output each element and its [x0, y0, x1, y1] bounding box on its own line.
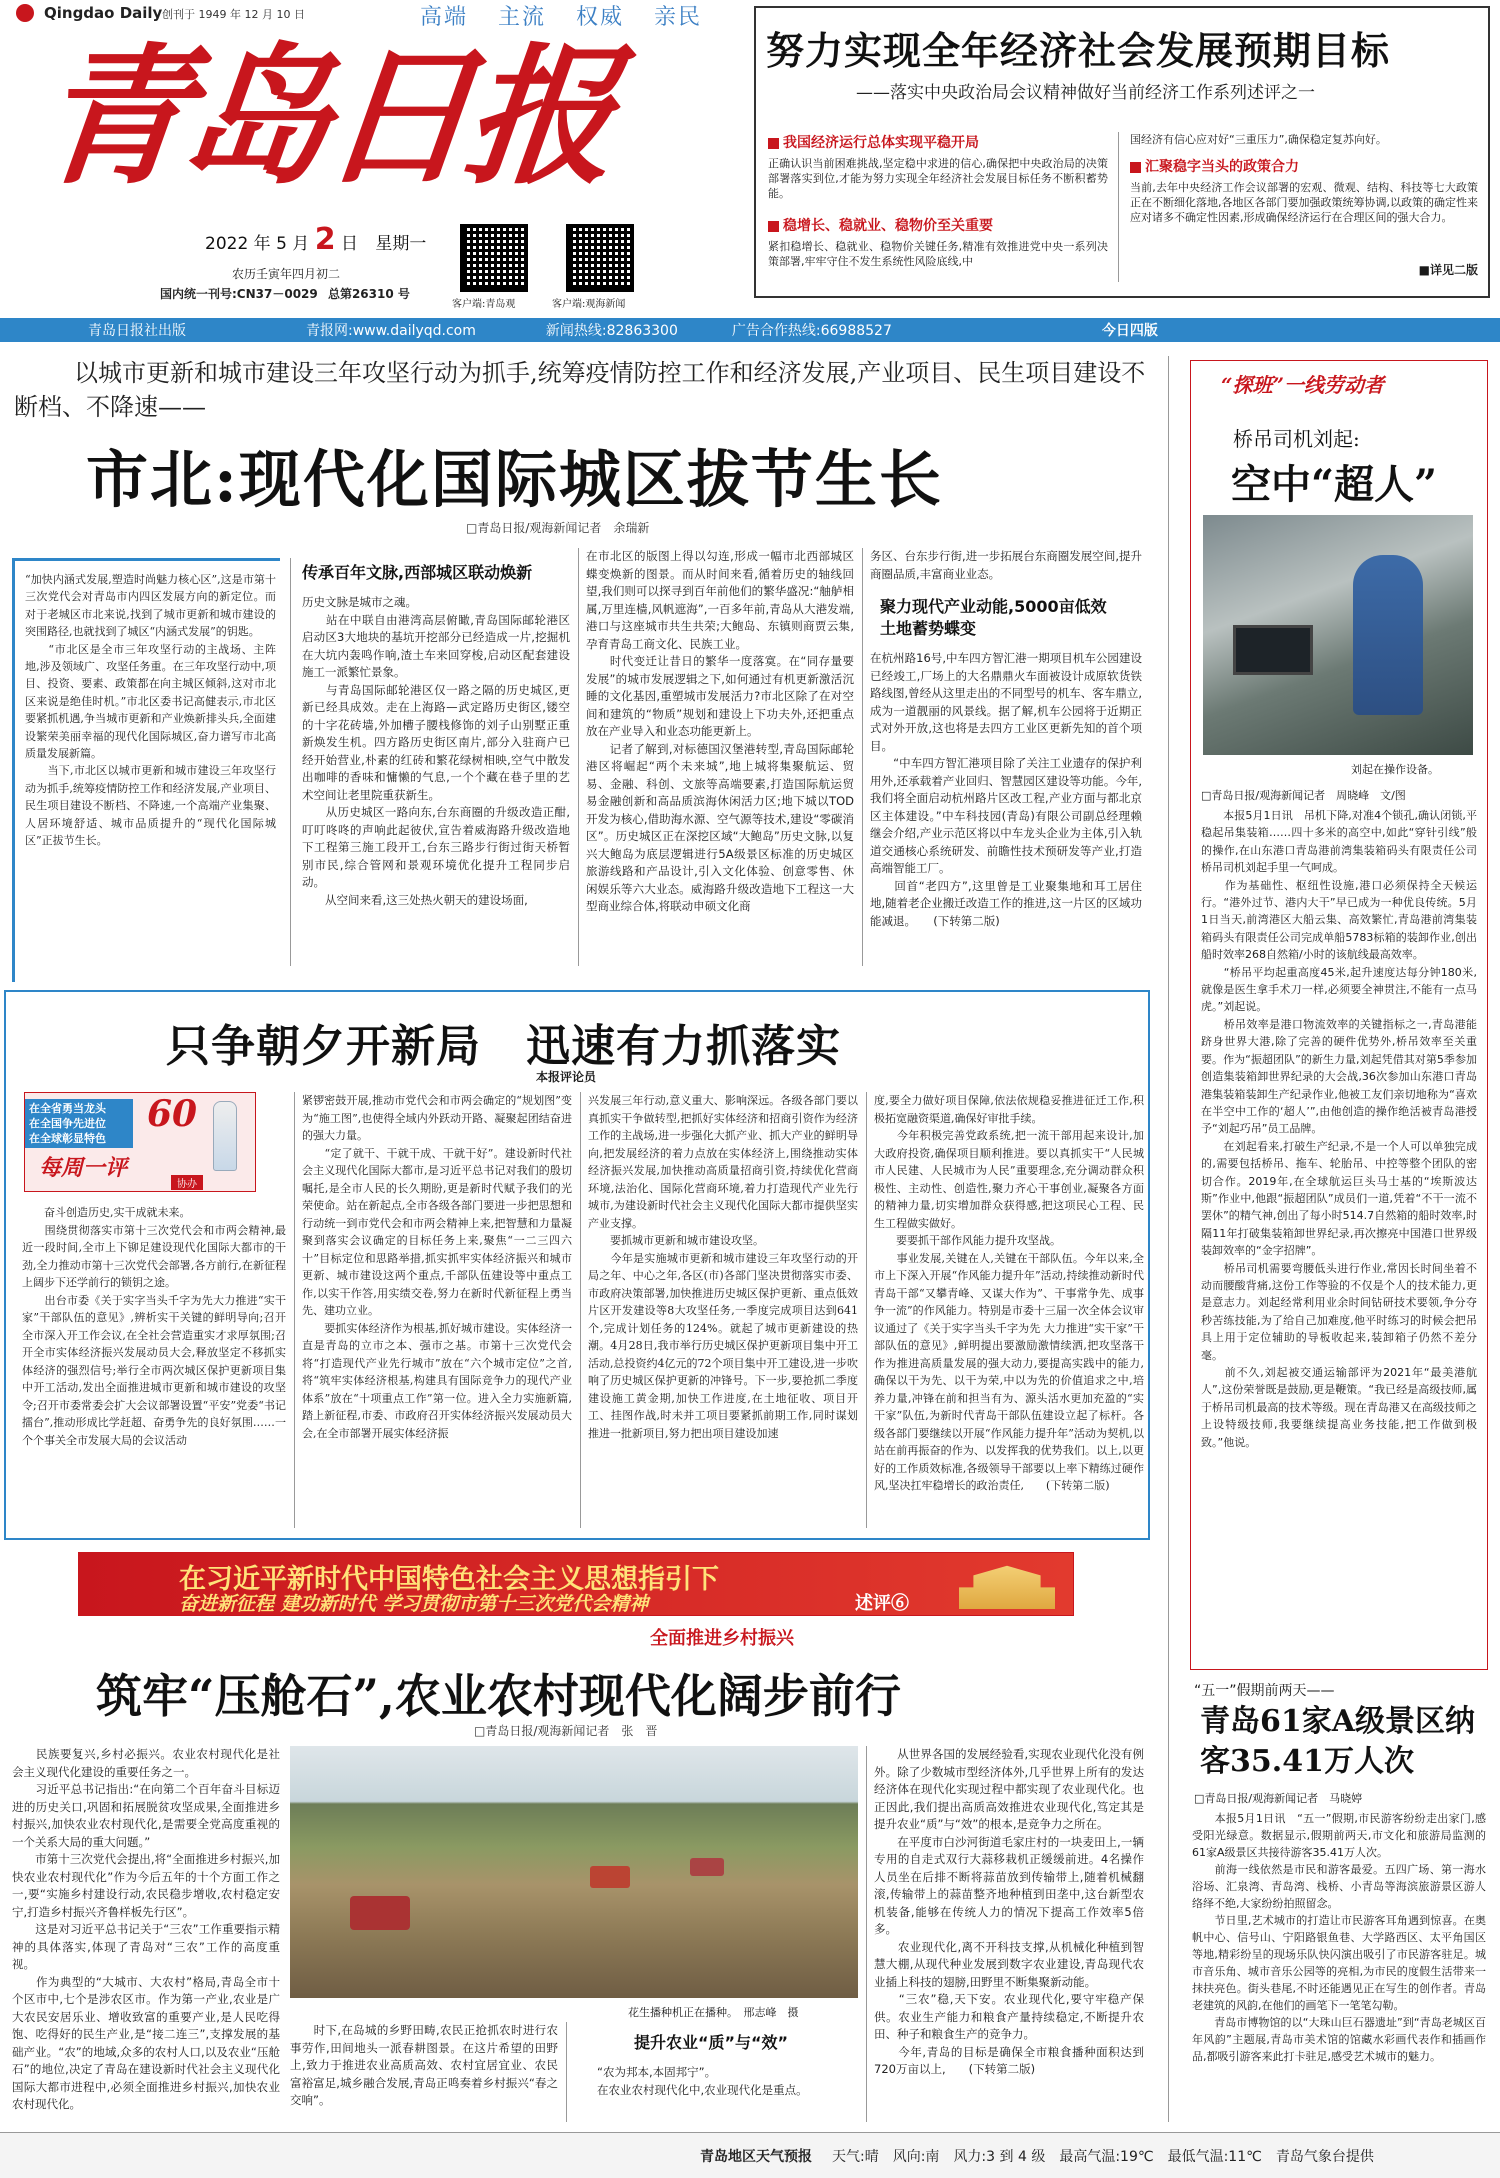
top-story-col-2: [1130, 132, 1478, 278]
lunar-date: 农历壬寅年四月初二: [232, 267, 341, 281]
editorial-col-2: 紧锣密鼓开展,推动市党代会和市两会确定的“规划图”变为“施工图”,也使得全域内外跃动开路、凝聚起团结奋进的强大力量。 “定了就干、干就干成、干就干好”。建设新时代社会主义现代化国际大都市,是习近平总书记对我们的殷切嘱托,是全市人民的长久期盼,更是新时代赋予我们的光荣使命。站在新起点,全市各级各部门要进一步把思想和行动统一到市党代会和市两会精神上来,把智慧和力量凝聚到落实会议确定的目标任务上来,聚焦“一二三四六十”目标定位和思路举措,抓实抓牢实体经济振兴和城市更新、城市建设这两个重点,千部队伍建设等中重点工作,以实干作答,用实绩交卷,努力在新时代新征程上勇当先、建功立业。 要抓实体经济作为根基,抓好城市建设。实体经济一直是青岛的立市之本、强市之基。市第十三次党代会将“打造现代产业先行城市”放在“六个城市定位”之首,将“筑牢实体经济根基,构建具有国际竞争力的现代产业体系”放在“十项重点工作”第一位。进入全力实施新篇,踏上新征程,市委、市政府召开实体经济振兴发展动员大会,在全市部署开展实体经济振: [302, 1094, 572, 1440]
tourism-title: 青岛61家A级景区纳客35.41万人次: [1200, 1704, 1476, 1779]
feature-text: 本报5月1日讯 吊机下降,对准4个锁孔,确认闭锁,平稳起吊集装箱……四十多米的高空中,如此“穿针引线”般的操作,在山东港口青岛港前湾集装箱码头有限责任公司桥吊司机刘起手里一气呵成。 作为基础性、枢纽性设施,港口必须保持全天候运行。“港外过节、港内大干”早已成为一种优良传统。5月1日当天,前湾港区大船云集、高效繁忙,青岛港前湾集装箱码头有限责任公司完成单船5783标箱的装卸作业,创出船时效率268自然箱/小时的该航线最高效率。 “桥吊平均起重高度45米,起升速度达每分钟180米,就像是医生拿手术刀一样,必须要全神贯注,不能有一点马虎。”刘起说。 桥吊效率是港口物流效率的关键指标之一,青岛港能跻身世界大港,除了完善的硬件优势外,桥吊效率至关重要。作为“振超团队”的新生力量,刘起凭借其对第5季参加创造集装箱卸世界纪录的大会战,36次参加山东港口青岛港集装箱装卸生产纪录作业,他被工友们亲切地称为“喜欢在半空中工作的‘超人’”,由他创造的操作绝活被青岛港授予“刘起巧吊”员工品牌。 在刘起看来,打破生产纪录,不是一个人可以单独完成的,需要包括桥吊、拖车、轮胎吊、中控等整个团队的密切合作。2019年,在全球航运巨头马士基的“埃斯波达斯”作业中,他跟“振超团队”成员们一道,凭着“不干一流不罢休”的精气神,创出了每小时514.7自然箱的船时效率,时隔11年打破集装箱卸世界纪录,再次擦亮中国港口世界级装卸效率的“金字招牌”。 桥吊司机需要弯腰低头进行作业,常因长时间坐着不动而腰酸背痛,这份工作等验的不仅是个人的技术能力,更是意志力。刘起经常利用业余时间钻研技术要领,争分夺秒苦练技能,为了给自己加难度,他平时练习的时候会把吊具上用于定位辅助的导板收起来,装卸箱子仍然不差分毫。 前不久,刘起被交通运输部评为2021年“最美港航人”,这份荣誉既是鼓励,更是鞭策。“我已经是高级技师,属于桥吊司机最高的技术等级。现在青岛港又在高级技师之上设特级技师,我要继续提高业务技能,把工作做到极致。”他说。: [1201, 809, 1477, 1449]
weather-source: 青岛气象台提供: [1275, 2148, 1374, 2165]
top-story-subtitle: ——落实中央政治局会议精神做好当前经济工作系列述评之一: [856, 83, 1315, 103]
masthead-founded: 创刊于 1949 年 12 月 10 日: [162, 8, 305, 21]
weather-condition: 天气:晴: [832, 2148, 879, 2165]
tourism-text: 本报5月1日讯 “五一”假期,市民游客纷纷走出家门,感受阳光绿意。数据显示,假期前两天,市文化和旅游局监测的61家A级景区共接待游客35.41万人次。 前海一线依然是市民和游客最爱。五四广场、第一海水浴场、汇泉湾、青岛湾、栈桥、小青岛等海滨旅游景区游人络绎不绝,大家纷纷拍照留念。 节日里,艺术城市的打造让市民游客耳角遇到惊喜。在奥帆中心、信号山、宁阳路银鱼巷、大学路西区、太平角国区等地,精彩纷呈的现场乐队快闪演出吸引了市民游客驻足。城市音乐角、城市音乐公园等的亮相,为市民的度假生活带来一抹扶亮色。街头巷尾,不时还能遇见正在写生的创作者。青岛老建筑的风韵,在他们的画笔下一笔笔勾勒。 青岛市博物馆的以“大珠山巨石器遗址”到“青岛老城区百年风韵”主题展,青岛市美术馆的馆藏水彩画代表作和插画作品,都吸引游客来此打卡驻足,感受艺术城市的魅力。: [1192, 1812, 1486, 2063]
weather-label: 青岛地区天气预报: [700, 2148, 812, 2165]
editorial-box: [4, 990, 1150, 1540]
lead-byline: □青岛日报/观海新闻记者 余瑞新: [466, 521, 650, 535]
worker-figure: [1353, 555, 1423, 715]
weather-bar: [0, 2132, 1500, 2178]
temp-high: 最高气温:19℃: [1059, 2148, 1154, 2165]
slogan-2: 主流: [498, 5, 547, 30]
badge-label: 每周一评: [39, 1155, 128, 1181]
badge-tag: 协办: [171, 1175, 203, 1190]
section-heading-1: 我国经济运行总体实现平稳开局: [768, 132, 1108, 152]
top-story-box: [754, 6, 1490, 298]
agri-photo-caption: 花生播种机正在播种。 邢志峰 摄: [628, 2006, 799, 2019]
agri-title: 筑牢“压舱石”,农业农村现代化阔步前行: [96, 1669, 901, 1723]
banner-line-1: 在习近平新时代中国特色社会主义思想指引下: [179, 1564, 719, 1595]
feature-headline: 空中“超人”: [1231, 461, 1438, 508]
lead-kicker: 以城市更新和城市建设三年攻坚行动为抓手,统筹疫情防控工作和经济发展,产业项目、民生项目建设不断档、不降速——: [14, 359, 1146, 421]
badge-lines: [25, 1099, 133, 1148]
tourism-kicker: “五一”假期前两天——: [1194, 1683, 1335, 1699]
slogan-4: 亲民: [654, 5, 703, 30]
badge-line-2: 在全国争先进位: [29, 1117, 106, 1130]
issn: 国内统一刊号:CN37－0029: [160, 287, 318, 301]
page-count: 今日四版: [1101, 323, 1158, 339]
lead-title: 市北:现代化国际城区拔节生长: [86, 443, 943, 516]
column-title: “探班”一线劳动者: [1221, 373, 1385, 397]
lead-col-2: 在市北区的版图上得以勾连,形成一幅市北西部城区蝶变焕新的图景。而从时间来看,循着历史的轴线回望,我们则可以探寻到百年前他们的繁华盛况:“舳舻相属,万里连樯,风帆遮海”,一百多年前,青岛从大港发端,港口与这座城市共生共荣;大鲍岛、东镇则商贾云集,孕育青岛工商文化、民族工业。 时代变迁让昔日的繁华一度落寞。在“同存量要发展”的城市发展逻辑之下,如何通过有机更新激活沉睡的文化基因,重塑城市发展活力?市北区除了在对空间和建筑的“物质”规划和建设上下功夫外,还把重点放在产业导入和业态功能更新上。 记者了解到,对标德国汉堡港转型,青岛国际邮轮港区将崛起“两个未来城”,地上城将集聚航运、贸易、金融、科创、文旅等高端要素,打造国际航运贸易金融创新和高品质滨海休闲活力区;地下城以TOD开发为核心,借助海水源、空气源等技术,建设“零碳消区”。历史城区正在深挖区域“大鲍岛”历史文脉,以复兴大鲍岛为底层逻辑进行5A级景区标准的历史城区旅游线路和产品设计,引入文化体验、创意零售、休闲娱乐等六大业态。威海路升级改造地下工程这一大型商业综合体,将联动申硕文化商: [586, 549, 854, 913]
wind-force: 风力:3 到 4 级: [953, 2148, 1046, 2165]
lead-col-3: [870, 548, 1142, 968]
agri-col-3: 从世界各国的发展经验看,实现农业现代化没有例外。除了少数城市型经济体外,几乎世界上所有的发达经济体在现代化实现过程中都实现了农业现代化。也正因此,我们提出高质高效推进农业现代化,笃定其是提升农业“质”与“效”的根本,是竞争力之所在。 在平度市白沙河街道毛家庄村的一块麦田上,一辆专用的自走式双行大蒜移栽机正缓缓前进。4名操作人员坐在后排不断将蒜苗放到传输带上,随着机械翻滚,传输带上的蒜苗整齐地种植到田垄中,这台新型农机装备,能够在传统人力的情况下提高工作效率5倍多。 农业现代化,离不开科技支撑,从机械化种植到智慧大棚,从现代种业发展到数字农业建设,青岛现代农业插上科技的翅膀,田野里不断集聚新动能。 “三农”稳,天下安。农业现代化,要守牢稳产保供。农业生产能力和粮食产量持续稳定,不断提升农田、种子和粮食生产的竞争力。 今年,青岛的目标是确保全市粮食播种面积达到720万亩以上, (下转第二版): [874, 1747, 1144, 2076]
lead-rule-3: [862, 548, 863, 966]
console-screen: [1233, 625, 1313, 675]
newspaper-logo: 青岛日报: [30, 29, 618, 205]
tractor-icon-3: [690, 1858, 724, 1876]
feature-photo: [1203, 515, 1473, 755]
date-text: 2022 年 5 月: [205, 234, 310, 254]
see-more-link[interactable]: ■详见二版: [1418, 263, 1478, 277]
lead-quote: “加快内涵式发展,塑造时尚魅力核心区”,这是市第十三次党代会对青岛市内四区发展方向的新定位。而对于老城区市北来说,找到了城市更新和城市建设的突围路径,也就找到了城区“内涵式发展”的钥匙。 “市北区是全市三年攻坚行动的主战场、主阵地,涉及领域广、攻坚任务重。在三年攻坚行动中,项目、投资、要素、政策都在向主城区倾斜,这对市北区来说是绝佳时机。”市北区委书记高健表示,市北区要紧抓机遇,争当城市更新和产业焕新排头兵,全面建设繁荣美丽幸福的现代化国际城区,奋力谱写市北高质量发展新篇。 当下,市北区以城市更新和城市建设三年攻坚行动为抓手,统筹疫情防控工作和经济发展,产业项目、民生项目建设不断档、不降速,一个高端产业集聚、人居环境舒适、城市品质提升的“现代化国际城区”正拔节生长。: [25, 573, 276, 848]
tourism-byline: □青岛日报/观海新闻记者 马晓婷: [1194, 1792, 1363, 1805]
section-text-3: 当前,去年中央经济工作会议部署的宏观、微观、结构、科技等七大政策正在不断细化落地,各地区各部门要加强政策统筹协调,以政策的确定性来应对诸多不确定性因素,形成确保经济运行在合理区间的强大合力。: [1130, 181, 1478, 224]
agri-col-2: 时下,在岛城的乡野田畴,农民正抢抓农时进行农事劳作,田间地头一派春耕图景。在这片希望的田野上,致力于推进农业高质高效、农村宜居宜业、农民富裕富足,城乡融合发展,青岛正鸣奏着乡村振兴“春之交响”。: [290, 2023, 558, 2107]
qr-caption-2: 客户端:观海新闻: [552, 299, 626, 310]
info-bar: [0, 318, 1500, 342]
agri-col-1: 民族要复兴,乡村必振兴。农业农村现代化是社会主义现代化建设的重要任务之一。 习近平总书记指出:“在向第二个百年奋斗目标迈进的历史关口,巩固和拓展脱贫攻坚成果,全面推进乡村振兴,加快农业农村现代化,是需要全党高度重视的一个关系大局的重大问题。” 市第十三次党代会提出,将“全面推进乡村振兴,加快农业农村现代化”作为今后五年的十个方面工作之一,要“实施乡村建设行动,农民稳步增收,农村稳定安宁,打造乡村振兴齐鲁样板先行区”。 这是对习近平总书记关于“三农”工作重要指示精神的具体落实,体现了青岛对“三农”工作的高度重视。 作为典型的“大城市、大农村”格局,青岛全市十个区市中,七个是涉农区市。作为第一产业,农业是广大农民安居乐业、增收致富的重要产业,是人民吃得饱、吃得好的民生产业,是“接二连三”,支撑发展的基础产业。“农”的地域,众多的农村人口,以及农业“压舱石”的地位,决定了青岛在建设新时代社会主义现代化国际大都市进程中,必须全面推进乡村振兴,加快农业农村现代化。: [12, 1747, 280, 2111]
editorial-col-1: 奋斗创造历史,实干成就未来。 围绕贯彻落实市第十三次党代会和市两会精神,最近一段时间,全市上下铆足建设现代化国际大都市的干劲,全力推动市第十三次党代会部署,各方前行,在新征程上阔步下还学前行的锁钥之途。 出台市委《关于实字当头千字为先大力推进“实干家”干部队伍的意见》,辨析实干关键的鲜明导向;召开全市深入开工作会议,在全社会营造重实才求厚氛围;召开全市实体经济振兴发展动员大会,释放坚定不移抓实体经济的强烈信号;举行全市两次城区保护更新项目集中开工活动,发出全面推进城市更新和城市建设的攻坚令;召开市委常委会扩大会议部署设置“平安”党委“书记擂台”,推动形成比学赶超、奋勇争先的良好氛围……一个个事关全市发展大局的会议活动: [22, 1206, 286, 1447]
lead-quote-box: [12, 558, 280, 982]
date-day-suffix: 日: [340, 234, 358, 254]
news-hotline: 新闻热线:82863300: [545, 323, 678, 339]
banner-building-icon: [959, 1561, 1055, 1609]
editorial-author: 本报评论员: [536, 1070, 597, 1084]
masthead-logo-mark: [16, 4, 34, 22]
section-text-2: 紧扣稳增长、稳就业、稳物价关键任务,精准有效推进党中央一系列决策部署,牢牢守住不发生系统性风险底线,中: [768, 240, 1108, 268]
banner-line-2: 奋进新征程 建功新时代 学习贯彻市第十三次党代会精神: [179, 1593, 649, 1615]
weekday: 星期一: [375, 234, 427, 254]
slogan-1: 高端: [420, 5, 469, 30]
editorial-title: 只争朝夕开新局 迅速有力抓落实: [166, 1021, 841, 1072]
qr-code-1: [460, 224, 528, 292]
lead-rule-1: [290, 558, 291, 966]
tractor-icon-1: [350, 1896, 410, 1930]
qr-caption-1: 客户端:青岛观: [452, 299, 516, 310]
editorial-rule-3: [866, 1092, 867, 1528]
section-heading-3: 汇聚稳字当头的政策合力: [1130, 156, 1478, 176]
lead-rule-2: [578, 548, 579, 966]
badge-bottle-icon: [213, 1101, 237, 1171]
editorial-col-3: 兴发展三年行动,意义重大、影响深远。各级各部门要以真抓实干争做转型,把抓好实体经济和招商引资作为经济工作的主战场,进一步强化大抓产业、抓大产业的鲜明导向,把发展经济的着力点放在实体经济上,围绕推动实体经济振兴发展,加快推动高质量招商引资,持续优化营商环境,法治化、国际化营商环境,着力打造现代产业先行城市,为建设新时代社会主义现代化国际大都市提供坚实产业支撑。 要抓城市更新和城市建设攻坚。 今年是实施城市更新和城市建设三年攻坚行动的开局之年、中心之年,各区(市)各部门坚决贯彻落实市委、市政府决策部署,加快推进历史城区保护更新、重点低效片区开发建设等8大攻坚任务,一季度完成项目达到641个,完成计划任务的124%。就起了城市更新建设的热潮。4月28日,我市举行历史城区保护更新项目集中开工活动,总投资约4亿元的72个项目集中开工建设,进一步吹响了历史城区保护更新的冲锋号。下一步,要抢抓二季度建设施工黄金期,加快工作进度,在土地征收、项目开工、挂图作战,时未并工项目要紧抓前期工作,同时谋划推进一批新项目,努力把出项目建设加速: [588, 1094, 858, 1440]
badge-line-3: 在全球彰显特色: [29, 1132, 106, 1145]
issn-line: [160, 285, 410, 302]
editorial-rule-1: [294, 1092, 295, 1528]
masthead-en-name: Qingdao Daily: [44, 4, 163, 22]
editorial-rule-2: [580, 1092, 581, 1528]
lead-col-3a: 务区、台东步行街,进一步拓展台东商圈发展空间,提升商圈品质,丰富商业业态。: [870, 549, 1142, 581]
lead-col-3b: 在杭州路16号,中车四方智汇港一期项目机车公园建设已经竣工,厂场上的大名鼎鼎火车面被设计成原软货铁路线图,曾经从这里走出的不同型号的机车、客车鼎立,成为一道靓丽的风景线。据了解,机车公园将于近期正式对外开放,这也将是去四方工业区更新先知的首个项目。 “中车四方智汇港项目除了关注工业遗存的保护利用外,还承载着产业回归、智慧园区建设等功能。今年,我们将全面启动杭州路片区改工程,产业方面与都北京区主体建设。”中车科技园(青岛)有限公司副总经理赖继会介绍,产业示范区将以中车龙头企业为主体,引入轨道交通核心系统研发、前瞻性技术预研发等产业,打造高端智能工厂。 回首“老四方”,这里曾是工业聚集地和耳工居住地,随着老企业搬迁改造工作的推进,这一片区的区域功能减退。 (下转第二版): [870, 651, 1142, 928]
tourism-box: [1186, 1674, 1492, 2122]
top-story-col-1: [768, 132, 1108, 269]
weekly-review-badge: [24, 1092, 256, 1192]
lead-col-1: 历史文脉是城市之魂。 站在中联自由港湾高层俯瞰,青岛国际邮轮港区启动区3大地块的基坑开挖部分已经造成一片,挖掘机在大坑内轰鸣作响,渣土车来回穿梭,启动区配套建设施工一派繁忙景象。 与青岛国际邮轮港区仅一路之隔的历史城区,更新已经具成效。走在上海路—武定路历史街区,镂空的十字花砖墙,外加槽子腰栈修饰的刘子山别墅正重新焕发生机。四方路历史街区南片,部分入驻商户已经开始营业,朴素的红砖和繁花绿树相映,空气中散发出咖啡的香味和慵懒的气息,一个个藏在巷子里的艺术空间让老里院重获新生。 从历史城区一路向东,台东商圈的升级改造正酣,叮叮咚咚的声响此起彼伏,宣告着威海路升级改造地下工程第三施工段开工,台东三路步行街过街天桥暂别市民,综合管网和景观环境优化提升工程同步启动。 从空间来看,这三处热火朝天的建设场面,: [302, 595, 570, 907]
website[interactable]: 青报网:www.dailyqd.com: [306, 323, 476, 339]
masthead-slogans: [420, 0, 702, 31]
badge-years: 60: [147, 1093, 198, 1135]
issue-number: 总第26310 号: [327, 287, 410, 301]
theme-banner: [78, 1552, 1074, 1616]
feature-byline: □青岛日报/观海新闻记者 周晓峰 文/图: [1201, 789, 1406, 802]
agri-col-2b-text: “农为邦本,本固邦宁”。 在农业农村现代化中,农业现代化是重点。: [596, 2065, 808, 2097]
qr-code-2: [566, 224, 634, 292]
agri-rule-2: [866, 1746, 867, 2122]
right-feature-box: [1190, 360, 1488, 1670]
banner-sub: 全面推进乡村振兴: [650, 1628, 794, 1649]
agri-subhead: 提升农业“质”与“效”: [634, 2033, 789, 2052]
agri-rule-1: [566, 2022, 567, 2122]
lead-subhead-2: 聚力现代产业动能,5000亩低效土地蓄势蝶变: [880, 597, 1107, 638]
editorial-col-4: 度,要全力做好项目保障,依法依规稳妥推进征迁工作,积极拓宽融资渠道,确保好审批手续。 今年积极完善党政系统,把一流干部用起来设计,加大政府投资,确保项目顺利推进。要以真抓实干“人民城市人民建、人民城市为人民”重要理念,充分调动群众积极性、主动性、创造性,聚力齐心干事创业,凝聚各方面的精神力量,切实增加群众获得感,把这项民心工程、民生工程做实做好。 要要抓干部作风能力提升攻坚战。 事业发展,关键在人,关键在干部队伍。今年以来,全市上下深入开展“作风能力提升年”活动,持续推动新时代青岛干部“又攀青峰、又谋大作为”、干事常争先、成事争一流”的作风能力。特别是市委十三届一次全体会议审议通过了《关于实字当头千字为先 大力推进“实干家”干部队伍的意见》,鲜明提出要激励激情续洒,把攻坚落干作为推进高质量发展的强大动力,要提高实践中的能力,确保以干为先、以干为荣,中以为先的价值追求之中,培养力量,冲锋在前和担当有为、源头活水更加充盈的“实干家”队伍,为新时代青岛干部队伍建设立起了标杆。各级各部门要继续以开展“作风能力提升年”活动为契机,以站在前再振奋的作为、以发挥我的优势我们。以上,以更好的工作质效标准,各级领导干部要以上率下精练过硬作风,坚决扛牢稳增长的政治责任, (下转第二版): [874, 1094, 1144, 1492]
agri-byline: □青岛日报/观海新闻记者 张 晋: [474, 1724, 658, 1738]
section-heading-2: 稳增长、稳就业、稳物价至关重要: [768, 215, 1108, 235]
slogan-3: 权威: [576, 5, 625, 30]
section-text-1: 正确认识当前困难挑战,坚定稳中求进的信心,确保把中央政治局的决策部署落实到位,才能为努力实现全年经济社会发展目标任务不断积蓄势能。: [768, 157, 1108, 200]
feature-name-line: 桥吊司机刘起:: [1233, 427, 1360, 451]
top-story-intro: 国经济有信心应对好“三重压力”,确保稳定复苏向好。: [1130, 133, 1387, 146]
date-day: 2: [314, 222, 336, 257]
masthead-date: [205, 222, 426, 257]
right-col-rule: [1168, 356, 1169, 2122]
agri-col-2b: [574, 2022, 856, 2122]
feature-photo-caption: 刘起在操作设备。: [1351, 763, 1439, 776]
banner-tag: 述评⑥: [855, 1593, 909, 1614]
top-story-divider: [1118, 132, 1119, 282]
wind-direction: 风向:南: [892, 2148, 940, 2165]
badge-line-1: 在全省勇当龙头: [29, 1102, 106, 1115]
temp-low: 最低气温:11℃: [1167, 2148, 1262, 2165]
top-story-title: 努力实现全年经济社会发展预期目标: [766, 28, 1391, 73]
ad-hotline: 广告合作热线:66988527: [731, 323, 892, 339]
publisher: 青岛日报社出版: [88, 323, 186, 339]
tractor-icon-2: [590, 1866, 630, 1888]
lead-subhead-1: 传承百年文脉,西部城区联动焕新: [302, 563, 533, 582]
agri-photo: [290, 1746, 858, 1998]
